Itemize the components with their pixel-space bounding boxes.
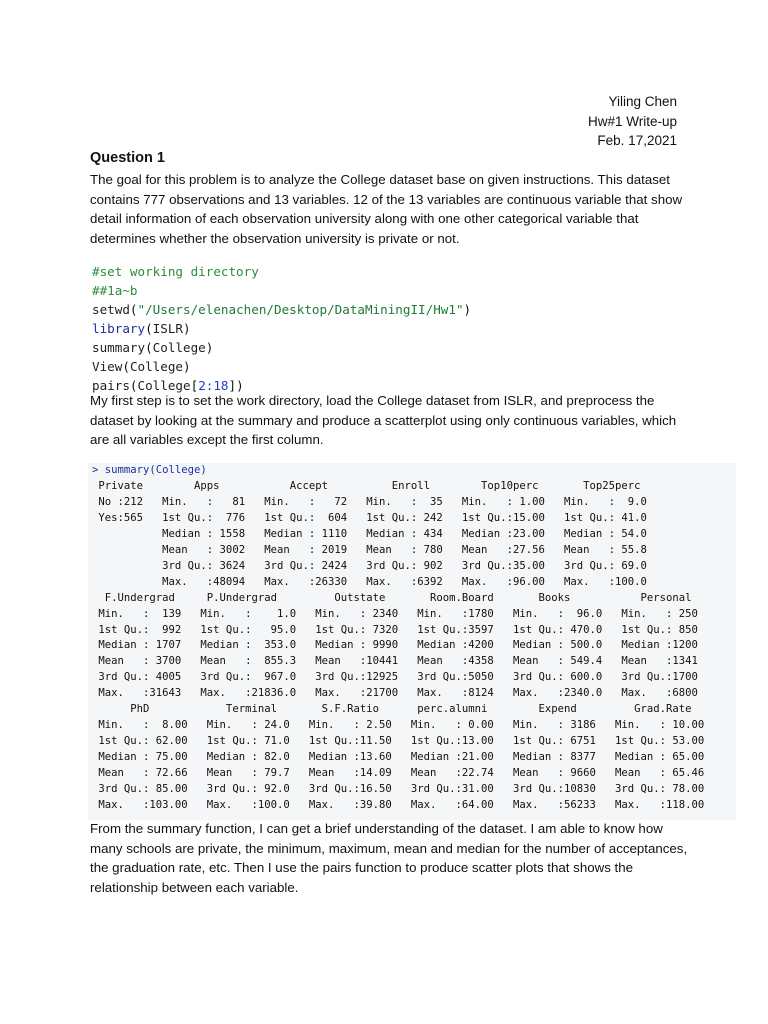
author-name: Yiling Chen bbox=[608, 94, 677, 109]
code-summary-fn: summary bbox=[92, 340, 146, 355]
document-header bbox=[588, 92, 677, 151]
step2-paragraph: From the summary function, I can get a brief understanding of the dataset. I am able to know how many schools are private, the minimum, maximum, mean and median for the number of acceptances, the graduation rate, etc. Then I use the pairs function to produce scatter plots that shows the relationship between each variable. bbox=[90, 821, 688, 895]
code-summary-arg: College bbox=[152, 340, 206, 355]
intro-paragraph: The goal for this problem is to analyze the College dataset base on given instructions. This dataset contains 777 observations and 13 variables. 12 of the 13 variables are continuous variable that show detail information of each observation university along with one other categorical variable that determines whether the observation university is private or not. bbox=[90, 172, 683, 246]
code-setwd-fn: setwd bbox=[92, 302, 130, 317]
question-title: Question 1 bbox=[90, 150, 165, 166]
code-view-fn: View bbox=[92, 359, 123, 374]
code-setwd-path: "/Users/elenachen/Desktop/DataMiningII/Hw1" bbox=[137, 302, 464, 317]
code-library-fn: library bbox=[92, 321, 146, 336]
code-pairs-arg: College bbox=[137, 378, 191, 393]
code-library-arg: ISLR bbox=[152, 321, 184, 336]
document-date: Feb. 17,2021 bbox=[597, 133, 677, 148]
code-view-arg: College bbox=[129, 359, 184, 374]
step1-paragraph: My first step is to set the work directory, load the College dataset from ISLR, and preprocess the dataset by looking at the summary and produce a scatterplot using only continuous variables, which are all variables except the first column. bbox=[90, 393, 677, 447]
code-comment-1: #set working directory bbox=[92, 264, 259, 279]
r-code-block: #set working directory ##1a~b setwd("/Users/elenachen/Desktop/DataMiningII/Hw1") library(ISLR) summary(College) View(College) pairs(College[2:18]) bbox=[92, 264, 472, 393]
code-pairs-index: 2:18 bbox=[198, 378, 229, 393]
code-comment-2: ##1a~b bbox=[92, 283, 138, 298]
code-pairs-fn: pairs bbox=[92, 378, 130, 393]
r-console-prompt: > summary(College) bbox=[92, 464, 207, 476]
r-summary-output bbox=[88, 463, 736, 820]
assignment-title: Hw#1 Write-up bbox=[587, 113, 677, 129]
r-summary-table: Private Apps Accept Enroll Top10perc Top25perc No :212 Min. : 81 Min. : 72 Min. : 35 Min. : 1.00 Min. : 9.0 Yes:565 1st Qu.: 776 1st Qu.: 604 1st Qu.: 242 1st Qu.:15.00 1st Qu.: 41.0 Median : 1558 Median : 1110 Median : 434 Median :23.00 Median : 54.0 Mean : 3002 Mean : 2019 Mean : 780 Mean :27.56 Mean : 55.8 3rd Qu.: 3624 3rd Qu.: 2424 3rd Qu.: 902 3rd Qu.:35.00 3rd Qu.: 69.0 Max. :48094 Max. :26330 Max. :6392 Max. :96.00 Max. :100.0 F.Undergrad P.Undergrad Outstate Room.Board Books Personal Min. : 139 Min. : 1.0 Min. : 2340 Min. :1780 Min. : 96.0 Min. : 250 1st Qu.: 992 1st Qu.: 95.0 1st Qu.: 7320 1st Qu.:3597 1st Qu.: 470.0 1st Qu.: 850 Median : 1707 Median : 353.0 Median : 9990 Median :4200 Median : 500.0 Median :1200 Mean : 3700 Mean : 855.3 Mean :10441 Mean :4358 Mean : 549.4 Mean :1341 3rd Qu.: 4005 3rd Qu.: 967.0 3rd Qu.:12925 3rd Qu.:5050 3rd Qu.: 600.0 3rd Qu.:1700 Max. :31643 Max. :21836.0 Max. :21700 Max. :8124 Max. :2340.0 Max. :6800 PhD Terminal S.F.Ratio perc.alumni Expend Grad.Rate Min. : 8.00 Min. : 24.0 Min. : 2.50 Min. : 0.00 Min. : 3186 Min. : 10.00 1st Qu.: 62.00 1st Qu.: 71.0 1st Qu.:11.50 1st Qu.:13.00 1st Qu.: 6751 1st Qu.: 53.00 Median : 75.00 Median : 82.0 Median :13.60 Median :21.00 Median : 8377 Median : 65.00 Mean : 72.66 Mean : 79.7 Mean :14.09 Mean :22.74 Mean : 9660 Mean : 65.46 3rd Qu.: 85.00 3rd Qu.: 92.0 3rd Qu.:16.50 3rd Qu.:31.00 3rd Qu.:10830 3rd Qu.: 78.00 Max. :103.00 Max. :100.0 Max. :39.80 Max. :64.00 Max. :56233 Max. :118.00 bbox=[98, 479, 705, 812]
